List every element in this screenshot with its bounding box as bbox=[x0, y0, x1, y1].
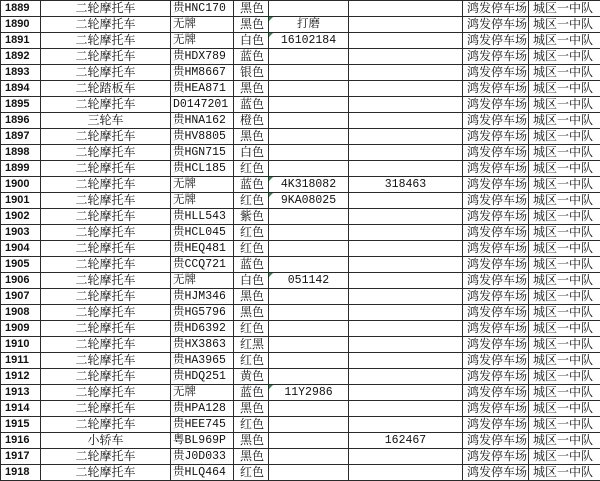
remark-cell[interactable] bbox=[269, 225, 349, 241]
squad-cell[interactable]: 城区一中队 bbox=[529, 81, 600, 97]
plate-number-cell[interactable]: 贵HEA871 bbox=[171, 81, 234, 97]
remark2-cell[interactable]: 318463 bbox=[349, 177, 463, 193]
remark2-cell[interactable] bbox=[349, 49, 463, 65]
table-row bbox=[1, 145, 600, 161]
plate-number-cell[interactable]: 贵HJM346 bbox=[171, 289, 234, 305]
parking-lot-cell[interactable]: 鸿发停车场 bbox=[463, 81, 529, 97]
vehicle-type-cell[interactable]: 二轮摩托车 bbox=[41, 1, 171, 17]
row-number-cell[interactable]: 1889 bbox=[1, 1, 41, 17]
vehicle-color-cell[interactable]: 蓝色 bbox=[234, 385, 269, 401]
vehicle-type-cell[interactable]: 二轮摩托车 bbox=[41, 369, 171, 385]
remark2-cell[interactable] bbox=[349, 161, 463, 177]
plate-number-cell[interactable]: 无牌 bbox=[171, 33, 234, 49]
parking-lot-cell[interactable]: 鸿发停车场 bbox=[463, 369, 529, 385]
vehicle-color-cell[interactable]: 红色 bbox=[234, 193, 269, 209]
vehicle-color-cell[interactable]: 红色 bbox=[234, 225, 269, 241]
vehicle-color-cell[interactable]: 黑色 bbox=[234, 449, 269, 465]
vehicle-color-cell[interactable]: 蓝色 bbox=[234, 177, 269, 193]
vehicle-color-cell[interactable]: 红色 bbox=[234, 161, 269, 177]
remark-cell[interactable] bbox=[269, 289, 349, 305]
plate-number-cell[interactable]: 贵HA3965 bbox=[171, 353, 234, 369]
vehicle-type-cell[interactable]: 二轮摩托车 bbox=[41, 449, 171, 465]
row-number-cell[interactable]: 1908 bbox=[1, 305, 41, 321]
vehicle-color-cell[interactable]: 红色 bbox=[234, 241, 269, 257]
row-number-cell[interactable]: 1905 bbox=[1, 257, 41, 273]
vehicle-color-cell[interactable]: 红色 bbox=[234, 465, 269, 481]
plate-number-cell[interactable]: 贵HNC170 bbox=[171, 1, 234, 17]
plate-number-cell[interactable]: 贵HLL543 bbox=[171, 209, 234, 225]
parking-lot-cell[interactable]: 鸿发停车场 bbox=[463, 449, 529, 465]
vehicle-color-cell[interactable]: 黑色 bbox=[234, 17, 269, 33]
remark2-cell[interactable] bbox=[349, 225, 463, 241]
plate-number-cell[interactable]: D0147201 bbox=[171, 97, 234, 113]
table-row bbox=[1, 225, 600, 241]
parking-lot-cell[interactable]: 鸿发停车场 bbox=[463, 129, 529, 145]
parking-lot-cell[interactable]: 鸿发停车场 bbox=[463, 177, 529, 193]
table-row bbox=[1, 241, 600, 257]
vehicle-color-cell[interactable]: 紫色 bbox=[234, 209, 269, 225]
plate-number-cell[interactable]: 贵HGN715 bbox=[171, 145, 234, 161]
remark2-cell[interactable] bbox=[349, 353, 463, 369]
remark-cell[interactable] bbox=[269, 449, 349, 465]
squad-cell[interactable]: 城区一中队 bbox=[529, 465, 600, 481]
plate-number-cell[interactable]: 贵HV8805 bbox=[171, 129, 234, 145]
plate-number-cell[interactable]: 贵HEQ481 bbox=[171, 241, 234, 257]
vehicle-color-cell[interactable]: 黑色 bbox=[234, 289, 269, 305]
squad-cell[interactable]: 城区一中队 bbox=[529, 433, 600, 449]
table-row bbox=[1, 1, 600, 17]
row-number-cell[interactable]: 1911 bbox=[1, 353, 41, 369]
vehicle-type-cell[interactable]: 二轮摩托车 bbox=[41, 273, 171, 289]
plate-number-cell[interactable]: 贵HCL185 bbox=[171, 161, 234, 177]
squad-cell[interactable]: 城区一中队 bbox=[529, 193, 600, 209]
plate-number-cell[interactable]: 贵HPA128 bbox=[171, 401, 234, 417]
table-row bbox=[1, 417, 600, 433]
vehicle-type-cell[interactable]: 二轮摩托车 bbox=[41, 465, 171, 481]
vehicle-type-cell[interactable]: 二轮摩托车 bbox=[41, 337, 171, 353]
table-row bbox=[1, 161, 600, 177]
remark2-cell[interactable] bbox=[349, 337, 463, 353]
parking-lot-cell[interactable]: 鸿发停车场 bbox=[463, 401, 529, 417]
table-row bbox=[1, 209, 600, 225]
remark-cell[interactable] bbox=[269, 145, 349, 161]
remark2-cell[interactable] bbox=[349, 129, 463, 145]
squad-cell[interactable]: 城区一中队 bbox=[529, 209, 600, 225]
table-row bbox=[1, 129, 600, 145]
plate-number-cell[interactable]: 粤BL969P bbox=[171, 433, 234, 449]
table-row bbox=[1, 17, 600, 33]
plate-number-cell[interactable]: 无牌 bbox=[171, 17, 234, 33]
remark-cell[interactable] bbox=[269, 161, 349, 177]
row-number-cell[interactable]: 1895 bbox=[1, 97, 41, 113]
remark2-cell[interactable] bbox=[349, 385, 463, 401]
remark-cell[interactable] bbox=[269, 401, 349, 417]
remark-cell[interactable] bbox=[269, 81, 349, 97]
table-row bbox=[1, 385, 600, 401]
row-number-cell[interactable]: 1915 bbox=[1, 417, 41, 433]
row-number-cell[interactable]: 1903 bbox=[1, 225, 41, 241]
squad-cell[interactable]: 城区一中队 bbox=[529, 1, 600, 17]
table-row bbox=[1, 49, 600, 65]
vehicle-type-cell[interactable]: 二轮摩托车 bbox=[41, 65, 171, 81]
remark-cell[interactable] bbox=[269, 209, 349, 225]
squad-cell[interactable]: 城区一中队 bbox=[529, 449, 600, 465]
squad-cell[interactable]: 城区一中队 bbox=[529, 17, 600, 33]
row-number-cell[interactable]: 1900 bbox=[1, 177, 41, 193]
plate-number-cell[interactable]: 贵CCQ721 bbox=[171, 257, 234, 273]
remark-cell[interactable] bbox=[269, 353, 349, 369]
vehicle-type-cell[interactable]: 三轮车 bbox=[41, 113, 171, 129]
vehicle-color-cell[interactable]: 白色 bbox=[234, 145, 269, 161]
parking-lot-cell[interactable]: 鸿发停车场 bbox=[463, 337, 529, 353]
row-number-cell[interactable]: 1894 bbox=[1, 81, 41, 97]
parking-lot-cell[interactable]: 鸿发停车场 bbox=[463, 193, 529, 209]
parking-lot-cell[interactable]: 鸿发停车场 bbox=[463, 17, 529, 33]
remark2-cell[interactable] bbox=[349, 417, 463, 433]
vehicle-color-cell[interactable]: 橙色 bbox=[234, 113, 269, 129]
squad-cell[interactable]: 城区一中队 bbox=[529, 129, 600, 145]
remark-cell[interactable] bbox=[269, 417, 349, 433]
remark2-cell[interactable] bbox=[349, 209, 463, 225]
vehicle-color-cell[interactable]: 蓝色 bbox=[234, 257, 269, 273]
row-number-cell[interactable]: 1918 bbox=[1, 465, 41, 481]
remark2-cell[interactable] bbox=[349, 401, 463, 417]
remark-cell[interactable] bbox=[269, 433, 349, 449]
parking-lot-cell[interactable]: 鸿发停车场 bbox=[463, 289, 529, 305]
vehicle-type-cell[interactable]: 二轮摩托车 bbox=[41, 305, 171, 321]
vehicle-type-cell[interactable]: 二轮摩托车 bbox=[41, 289, 171, 305]
squad-cell[interactable]: 城区一中队 bbox=[529, 145, 600, 161]
vehicle-color-cell[interactable]: 黑色 bbox=[234, 305, 269, 321]
vehicle-type-cell[interactable]: 二轮摩托车 bbox=[41, 145, 171, 161]
vehicle-color-cell[interactable]: 红黑 bbox=[234, 337, 269, 353]
plate-number-cell[interactable]: 贵HCL045 bbox=[171, 225, 234, 241]
squad-cell[interactable]: 城区一中队 bbox=[529, 49, 600, 65]
remark2-cell[interactable] bbox=[349, 273, 463, 289]
vehicle-type-cell[interactable]: 二轮摩托车 bbox=[41, 49, 171, 65]
remark2-cell[interactable] bbox=[349, 113, 463, 129]
parking-lot-cell[interactable]: 鸿发停车场 bbox=[463, 225, 529, 241]
vehicle-type-cell[interactable]: 二轮摩托车 bbox=[41, 417, 171, 433]
remark2-cell[interactable] bbox=[349, 97, 463, 113]
squad-cell[interactable]: 城区一中队 bbox=[529, 353, 600, 369]
parking-lot-cell[interactable]: 鸿发停车场 bbox=[463, 161, 529, 177]
table-row bbox=[1, 353, 600, 369]
parking-lot-cell[interactable]: 鸿发停车场 bbox=[463, 385, 529, 401]
remark2-cell[interactable]: 162467 bbox=[349, 433, 463, 449]
row-number-cell[interactable]: 1907 bbox=[1, 289, 41, 305]
remark-cell[interactable] bbox=[269, 465, 349, 481]
remark2-cell[interactable] bbox=[349, 17, 463, 33]
parking-lot-cell[interactable]: 鸿发停车场 bbox=[463, 465, 529, 481]
parking-lot-cell[interactable]: 鸿发停车场 bbox=[463, 241, 529, 257]
vehicle-color-cell[interactable]: 黑色 bbox=[234, 433, 269, 449]
squad-cell[interactable]: 城区一中队 bbox=[529, 305, 600, 321]
vehicle-type-cell[interactable]: 二轮摩托车 bbox=[41, 33, 171, 49]
row-number-cell[interactable]: 1902 bbox=[1, 209, 41, 225]
squad-cell[interactable]: 城区一中队 bbox=[529, 401, 600, 417]
vehicle-type-cell[interactable]: 二轮摩托车 bbox=[41, 353, 171, 369]
table-row bbox=[1, 97, 600, 113]
remark2-cell[interactable] bbox=[349, 81, 463, 97]
squad-cell[interactable]: 城区一中队 bbox=[529, 369, 600, 385]
squad-cell[interactable]: 城区一中队 bbox=[529, 273, 600, 289]
vehicle-type-cell[interactable]: 二轮摩托车 bbox=[41, 17, 171, 33]
row-number-cell[interactable]: 1897 bbox=[1, 129, 41, 145]
row-number-cell[interactable]: 1898 bbox=[1, 145, 41, 161]
remark2-cell[interactable] bbox=[349, 241, 463, 257]
vehicle-type-cell[interactable]: 二轮摩托车 bbox=[41, 401, 171, 417]
remark-cell[interactable] bbox=[269, 321, 349, 337]
parking-lot-cell[interactable]: 鸿发停车场 bbox=[463, 305, 529, 321]
parking-lot-cell[interactable]: 鸿发停车场 bbox=[463, 145, 529, 161]
squad-cell[interactable]: 城区一中队 bbox=[529, 337, 600, 353]
row-number-cell[interactable]: 1916 bbox=[1, 433, 41, 449]
plate-number-cell[interactable]: 无牌 bbox=[171, 193, 234, 209]
remark-cell[interactable] bbox=[269, 1, 349, 17]
squad-cell[interactable]: 城区一中队 bbox=[529, 33, 600, 49]
remark-cell[interactable]: 11Y2986 bbox=[269, 385, 349, 401]
table-row bbox=[1, 33, 600, 49]
remark2-cell[interactable] bbox=[349, 321, 463, 337]
remark-cell[interactable]: 16102184 bbox=[269, 33, 349, 49]
parking-lot-cell[interactable]: 鸿发停车场 bbox=[463, 209, 529, 225]
plate-number-cell[interactable]: 无牌 bbox=[171, 273, 234, 289]
row-number-cell[interactable]: 1906 bbox=[1, 273, 41, 289]
remark2-cell[interactable] bbox=[349, 33, 463, 49]
parking-lot-cell[interactable]: 鸿发停车场 bbox=[463, 49, 529, 65]
remark2-cell[interactable] bbox=[349, 289, 463, 305]
parking-lot-cell[interactable]: 鸿发停车场 bbox=[463, 1, 529, 17]
row-number-cell[interactable]: 1912 bbox=[1, 369, 41, 385]
row-number-cell[interactable]: 1910 bbox=[1, 337, 41, 353]
vehicle-type-cell[interactable]: 小轿车 bbox=[41, 433, 171, 449]
plate-number-cell[interactable]: 贵HM8667 bbox=[171, 65, 234, 81]
squad-cell[interactable]: 城区一中队 bbox=[529, 161, 600, 177]
squad-cell[interactable]: 城区一中队 bbox=[529, 321, 600, 337]
table-row bbox=[1, 193, 600, 209]
remark-cell[interactable] bbox=[269, 241, 349, 257]
table-row bbox=[1, 337, 600, 353]
vehicle-color-cell[interactable]: 蓝色 bbox=[234, 49, 269, 65]
vehicle-type-cell[interactable]: 二轮摩托车 bbox=[41, 321, 171, 337]
squad-cell[interactable]: 城区一中队 bbox=[529, 113, 600, 129]
row-number-cell[interactable]: 1890 bbox=[1, 17, 41, 33]
remark-cell[interactable] bbox=[269, 305, 349, 321]
parking-lot-cell[interactable]: 鸿发停车场 bbox=[463, 433, 529, 449]
plate-number-cell[interactable]: 贵HLQ464 bbox=[171, 465, 234, 481]
vehicle-color-cell[interactable]: 黑色 bbox=[234, 401, 269, 417]
remark-cell[interactable] bbox=[269, 65, 349, 81]
vehicle-color-cell[interactable]: 黄色 bbox=[234, 369, 269, 385]
remark-cell[interactable] bbox=[269, 369, 349, 385]
remark-cell[interactable] bbox=[269, 129, 349, 145]
remark2-cell[interactable] bbox=[349, 1, 463, 17]
vehicle-type-cell[interactable]: 二轮摩托车 bbox=[41, 241, 171, 257]
row-number-cell[interactable]: 1899 bbox=[1, 161, 41, 177]
parking-lot-cell[interactable]: 鸿发停车场 bbox=[463, 273, 529, 289]
table-row bbox=[1, 81, 600, 97]
table-row bbox=[1, 177, 600, 193]
vehicle-color-cell[interactable]: 白色 bbox=[234, 273, 269, 289]
vehicle-color-cell[interactable]: 黑色 bbox=[234, 81, 269, 97]
parking-lot-cell[interactable]: 鸿发停车场 bbox=[463, 417, 529, 433]
plate-number-cell[interactable]: 无牌 bbox=[171, 385, 234, 401]
squad-cell[interactable]: 城区一中队 bbox=[529, 417, 600, 433]
table-row bbox=[1, 65, 600, 81]
remark2-cell[interactable] bbox=[349, 145, 463, 161]
row-number-cell[interactable]: 1917 bbox=[1, 449, 41, 465]
squad-cell[interactable]: 城区一中队 bbox=[529, 97, 600, 113]
squad-cell[interactable]: 城区一中队 bbox=[529, 65, 600, 81]
vehicle-type-cell[interactable]: 二轮摩托车 bbox=[41, 97, 171, 113]
table-row bbox=[1, 273, 600, 289]
remark-cell[interactable] bbox=[269, 257, 349, 273]
squad-cell[interactable]: 城区一中队 bbox=[529, 385, 600, 401]
vehicle-color-cell[interactable]: 红色 bbox=[234, 321, 269, 337]
row-number-cell[interactable]: 1904 bbox=[1, 241, 41, 257]
row-number-cell[interactable]: 1914 bbox=[1, 401, 41, 417]
table-row bbox=[1, 401, 600, 417]
plate-number-cell[interactable]: 贵HDQ251 bbox=[171, 369, 234, 385]
table-row bbox=[1, 289, 600, 305]
squad-cell[interactable]: 城区一中队 bbox=[529, 225, 600, 241]
remark2-cell[interactable] bbox=[349, 193, 463, 209]
parking-lot-cell[interactable]: 鸿发停车场 bbox=[463, 257, 529, 273]
remark-cell[interactable]: 051142 bbox=[269, 273, 349, 289]
table-row bbox=[1, 369, 600, 385]
vehicle-type-cell[interactable]: 二轮摩托车 bbox=[41, 385, 171, 401]
row-number-cell[interactable]: 1893 bbox=[1, 65, 41, 81]
remark-cell[interactable] bbox=[269, 113, 349, 129]
plate-number-cell[interactable]: 贵HD6392 bbox=[171, 321, 234, 337]
table-body bbox=[1, 1, 600, 481]
plate-number-cell[interactable]: 贵HNA162 bbox=[171, 113, 234, 129]
remark2-cell[interactable] bbox=[349, 257, 463, 273]
remark2-cell[interactable] bbox=[349, 449, 463, 465]
remark2-cell[interactable] bbox=[349, 369, 463, 385]
squad-cell[interactable]: 城区一中队 bbox=[529, 177, 600, 193]
vehicle-type-cell[interactable]: 二轮摩托车 bbox=[41, 193, 171, 209]
table-row bbox=[1, 433, 600, 449]
parking-lot-cell[interactable]: 鸿发停车场 bbox=[463, 97, 529, 113]
squad-cell[interactable]: 城区一中队 bbox=[529, 257, 600, 273]
squad-cell[interactable]: 城区一中队 bbox=[529, 241, 600, 257]
table-row bbox=[1, 257, 600, 273]
row-number-cell[interactable]: 1896 bbox=[1, 113, 41, 129]
row-number-cell[interactable]: 1913 bbox=[1, 385, 41, 401]
remark2-cell[interactable] bbox=[349, 465, 463, 481]
remark-cell[interactable]: 4K318082 bbox=[269, 177, 349, 193]
vehicle-type-cell[interactable]: 二轮摩托车 bbox=[41, 177, 171, 193]
table-row bbox=[1, 305, 600, 321]
remark-cell[interactable]: 打磨 bbox=[269, 17, 349, 33]
row-number-cell[interactable]: 1909 bbox=[1, 321, 41, 337]
vehicle-color-cell[interactable]: 红色 bbox=[234, 353, 269, 369]
parking-lot-cell[interactable]: 鸿发停车场 bbox=[463, 113, 529, 129]
plate-number-cell[interactable]: 贵HX3863 bbox=[171, 337, 234, 353]
vehicle-type-cell[interactable]: 二轮踏板车 bbox=[41, 81, 171, 97]
vehicle-type-cell[interactable]: 二轮摩托车 bbox=[41, 225, 171, 241]
remark2-cell[interactable] bbox=[349, 65, 463, 81]
vehicle-color-cell[interactable]: 黑色 bbox=[234, 1, 269, 17]
vehicle-color-cell[interactable]: 黑色 bbox=[234, 129, 269, 145]
squad-cell[interactable]: 城区一中队 bbox=[529, 289, 600, 305]
table-row bbox=[1, 449, 600, 465]
remark-cell[interactable] bbox=[269, 97, 349, 113]
row-number-cell[interactable]: 1891 bbox=[1, 33, 41, 49]
parking-lot-cell[interactable]: 鸿发停车场 bbox=[463, 33, 529, 49]
remark-cell[interactable] bbox=[269, 337, 349, 353]
vehicle-color-cell[interactable]: 银色 bbox=[234, 65, 269, 81]
vehicle-color-cell[interactable]: 白色 bbox=[234, 33, 269, 49]
table-row bbox=[1, 321, 600, 337]
table-row bbox=[1, 465, 600, 481]
vehicle-type-cell[interactable]: 二轮摩托车 bbox=[41, 209, 171, 225]
parking-lot-cell[interactable]: 鸿发停车场 bbox=[463, 321, 529, 337]
remark-cell[interactable] bbox=[269, 49, 349, 65]
remark-cell[interactable]: 9KA08025 bbox=[269, 193, 349, 209]
remark2-cell[interactable] bbox=[349, 305, 463, 321]
table-row bbox=[1, 113, 600, 129]
plate-number-cell[interactable]: 贵J0D033 bbox=[171, 449, 234, 465]
vehicle-color-cell[interactable]: 蓝色 bbox=[234, 97, 269, 113]
plate-number-cell[interactable]: 贵HEE745 bbox=[171, 417, 234, 433]
plate-number-cell[interactable]: 贵HG5796 bbox=[171, 305, 234, 321]
plate-number-cell[interactable]: 无牌 bbox=[171, 177, 234, 193]
plate-number-cell[interactable]: 贵HDX789 bbox=[171, 49, 234, 65]
vehicle-type-cell[interactable]: 二轮摩托车 bbox=[41, 257, 171, 273]
parking-lot-cell[interactable]: 鸿发停车场 bbox=[463, 65, 529, 81]
row-number-cell[interactable]: 1892 bbox=[1, 49, 41, 65]
vehicle-color-cell[interactable]: 红色 bbox=[234, 417, 269, 433]
row-number-cell[interactable]: 1901 bbox=[1, 193, 41, 209]
parking-lot-cell[interactable]: 鸿发停车场 bbox=[463, 353, 529, 369]
vehicle-type-cell[interactable]: 二轮摩托车 bbox=[41, 161, 171, 177]
vehicle-type-cell[interactable]: 二轮摩托车 bbox=[41, 129, 171, 145]
